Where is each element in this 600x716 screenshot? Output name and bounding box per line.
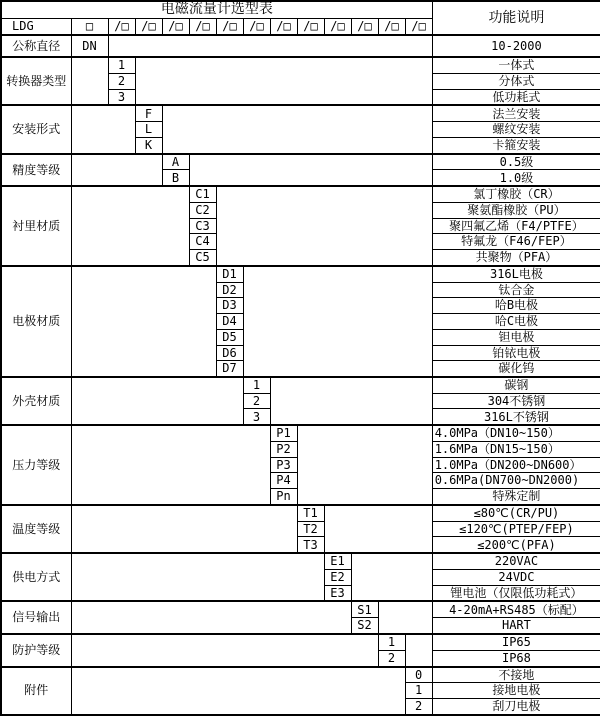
filler xyxy=(216,186,432,266)
diameter-row xyxy=(1,35,600,57)
desc-electrode-D1: 316L电极 xyxy=(432,266,600,282)
desc-lining-C3: 聚四氟乙烯（F4/PTFE） xyxy=(432,218,600,234)
desc-lining-C4: 特氟龙（F46/FEP） xyxy=(432,234,600,250)
code-electrode-D7: D7 xyxy=(216,361,243,377)
code-accuracy-B: B xyxy=(162,170,189,186)
code-protection-1: 1 xyxy=(378,634,405,650)
desc-electrode-D7: 碳化钨 xyxy=(432,361,600,377)
filler xyxy=(71,667,405,715)
desc-electrode-D4: 哈C电极 xyxy=(432,314,600,330)
option-row xyxy=(1,634,600,650)
code-housing-3: 3 xyxy=(243,409,270,425)
filler xyxy=(71,553,324,601)
filler xyxy=(71,154,162,187)
code-electrode-D4: D4 xyxy=(216,314,243,330)
code-accessories-0: 0 xyxy=(405,667,432,683)
code-temperature-T1: T1 xyxy=(297,505,324,521)
filler xyxy=(71,186,189,266)
desc-lining-C5: 共聚物（PFA） xyxy=(432,250,600,266)
filler xyxy=(243,266,432,377)
desc-housing-3: 316L不锈钢 xyxy=(432,409,600,425)
code-box-10: /□ xyxy=(351,18,378,35)
section-label-installation: 安装形式 xyxy=(1,105,71,153)
code-electrode-D2: D2 xyxy=(216,282,243,298)
desc-electrode-D2: 钛合金 xyxy=(432,282,600,298)
filler xyxy=(108,35,432,57)
code-accessories-1: 1 xyxy=(405,683,432,699)
desc-power-supply-E2: 24VDC xyxy=(432,569,600,585)
code-box-0: □ xyxy=(71,18,108,35)
filler xyxy=(270,377,432,425)
section-label-diameter: 公称直径 xyxy=(1,35,71,57)
code-pressure-P4: P4 xyxy=(270,473,297,489)
desc-temperature-T3: ≤200℃(PFA) xyxy=(432,537,600,553)
desc-power-supply-E1: 220VAC xyxy=(432,553,600,569)
desc-power-supply-E3: 锂电池（仅限低功耗式） xyxy=(432,585,600,601)
code-converter-type-1: 1 xyxy=(108,57,135,73)
filler xyxy=(351,553,432,601)
desc-housing-1: 碳钢 xyxy=(432,377,600,393)
desc-pressure-P4: 0.6MPa(DN700~DN2000) xyxy=(432,473,600,489)
desc-diameter: 10-2000 xyxy=(432,35,600,57)
code-box-5: /□ xyxy=(216,18,243,35)
code-box-1: /□ xyxy=(108,18,135,35)
desc-electrode-D6: 铂铱电极 xyxy=(432,345,600,361)
section-label-protection: 防护等级 xyxy=(1,634,71,667)
code-accuracy-A: A xyxy=(162,154,189,170)
filler xyxy=(71,505,297,553)
title-row xyxy=(1,1,600,18)
desc-lining-C2: 聚氨酯橡胶（PU） xyxy=(432,203,600,219)
code-protection-2: 2 xyxy=(378,650,405,666)
filler xyxy=(297,425,432,505)
section-label-temperature: 温度等级 xyxy=(1,505,71,553)
desc-accessories-1: 接地电极 xyxy=(432,683,600,699)
filler xyxy=(71,601,351,634)
filler xyxy=(162,105,432,153)
filler xyxy=(71,425,270,505)
code-temperature-T2: T2 xyxy=(297,521,324,537)
desc-signal-output-S1: 4-20mA+RS485（标配） xyxy=(432,601,600,617)
code-electrode-D1: D1 xyxy=(216,266,243,282)
code-housing-1: 1 xyxy=(243,377,270,393)
code-box-8: /□ xyxy=(297,18,324,35)
model-prefix: LDG xyxy=(1,18,71,35)
filler xyxy=(71,105,135,153)
desc-converter-type-1: 一体式 xyxy=(432,57,600,73)
code-box-7: /□ xyxy=(270,18,297,35)
filler xyxy=(189,154,432,187)
code-lining-C4: C4 xyxy=(189,234,216,250)
option-row xyxy=(1,266,600,282)
code-housing-2: 2 xyxy=(243,393,270,409)
code-signal-output-S1: S1 xyxy=(351,601,378,617)
code-converter-type-3: 3 xyxy=(108,89,135,105)
code-lining-C3: C3 xyxy=(189,218,216,234)
desc-pressure-P3: 1.0MPa（DN200~DN600） xyxy=(432,457,600,473)
section-label-electrode: 电极材质 xyxy=(1,266,71,377)
section-label-accessories: 附件 xyxy=(1,667,71,715)
desc-protection-1: IP65 xyxy=(432,634,600,650)
desc-installation-K: 卡箍安装 xyxy=(432,137,600,153)
desc-accuracy-B: 1.0级 xyxy=(432,170,600,186)
code-diameter-dn: DN xyxy=(71,35,108,57)
code-power-supply-E1: E1 xyxy=(324,553,351,569)
option-row xyxy=(1,186,600,202)
code-signal-output-S2: S2 xyxy=(351,618,378,634)
function-description-header: 功能说明 xyxy=(432,1,600,35)
desc-temperature-T1: ≤80℃(CR/PU) xyxy=(432,505,600,521)
code-pressure-Pn: Pn xyxy=(270,489,297,505)
code-installation-K: K xyxy=(135,137,162,153)
filler xyxy=(71,377,243,425)
section-label-converter-type: 转换器类型 xyxy=(1,57,71,105)
code-box-3: /□ xyxy=(162,18,189,35)
option-row xyxy=(1,57,600,73)
filler xyxy=(378,601,432,634)
section-label-pressure: 压力等级 xyxy=(1,425,71,505)
desc-pressure-Pn: 特殊定制 xyxy=(432,489,600,505)
code-installation-L: L xyxy=(135,122,162,138)
code-pressure-P1: P1 xyxy=(270,425,297,441)
code-lining-C1: C1 xyxy=(189,186,216,202)
desc-pressure-P2: 1.6MPa（DN15~150） xyxy=(432,442,600,458)
filler xyxy=(324,505,432,553)
desc-accessories-0: 不接地 xyxy=(432,667,600,683)
desc-accessories-2: 刮刀电极 xyxy=(432,699,600,715)
code-installation-F: F xyxy=(135,105,162,121)
option-row xyxy=(1,505,600,521)
option-row xyxy=(1,154,600,170)
desc-electrode-D5: 钽电极 xyxy=(432,329,600,345)
table-title: 电磁流量计选型表 xyxy=(1,1,432,18)
filler xyxy=(71,266,216,377)
option-row xyxy=(1,105,600,121)
desc-protection-2: IP68 xyxy=(432,650,600,666)
option-row xyxy=(1,553,600,569)
desc-accuracy-A: 0.5级 xyxy=(432,154,600,170)
desc-temperature-T2: ≤120℃(PTEP/FEP) xyxy=(432,521,600,537)
code-box-12: /□ xyxy=(405,18,432,35)
code-box-9: /□ xyxy=(324,18,351,35)
code-converter-type-2: 2 xyxy=(108,73,135,89)
section-label-housing: 外壳材质 xyxy=(1,377,71,425)
desc-electrode-D3: 哈B电极 xyxy=(432,298,600,314)
desc-installation-F: 法兰安装 xyxy=(432,105,600,121)
desc-converter-type-3: 低功耗式 xyxy=(432,89,600,105)
desc-pressure-P1: 4.0MPa（DN10~150） xyxy=(432,425,600,441)
section-label-signal-output: 信号输出 xyxy=(1,601,71,634)
code-pressure-P3: P3 xyxy=(270,457,297,473)
desc-housing-2: 304不锈钢 xyxy=(432,393,600,409)
code-lining-C5: C5 xyxy=(189,250,216,266)
code-electrode-D5: D5 xyxy=(216,329,243,345)
section-label-power-supply: 供电方式 xyxy=(1,553,71,601)
code-power-supply-E2: E2 xyxy=(324,569,351,585)
option-row xyxy=(1,377,600,393)
filler xyxy=(135,57,432,105)
desc-lining-C1: 氯丁橡胶（CR） xyxy=(432,186,600,202)
code-accessories-2: 2 xyxy=(405,699,432,715)
desc-signal-output-S2: HART xyxy=(432,618,600,634)
filler xyxy=(71,634,378,667)
code-box-2: /□ xyxy=(135,18,162,35)
filler xyxy=(405,634,432,667)
desc-installation-L: 螺纹安装 xyxy=(432,122,600,138)
option-row xyxy=(1,601,600,617)
code-pressure-P2: P2 xyxy=(270,442,297,458)
section-label-lining: 衬里材质 xyxy=(1,186,71,266)
option-row xyxy=(1,425,600,441)
section-label-accuracy: 精度等级 xyxy=(1,154,71,187)
code-box-6: /□ xyxy=(243,18,270,35)
option-row xyxy=(1,667,600,683)
code-temperature-T3: T3 xyxy=(297,537,324,553)
code-lining-C2: C2 xyxy=(189,203,216,219)
code-box-11: /□ xyxy=(378,18,405,35)
code-box-4: /□ xyxy=(189,18,216,35)
desc-converter-type-2: 分体式 xyxy=(432,73,600,89)
code-electrode-D3: D3 xyxy=(216,298,243,314)
code-electrode-D6: D6 xyxy=(216,345,243,361)
code-power-supply-E3: E3 xyxy=(324,585,351,601)
filler xyxy=(71,57,108,105)
